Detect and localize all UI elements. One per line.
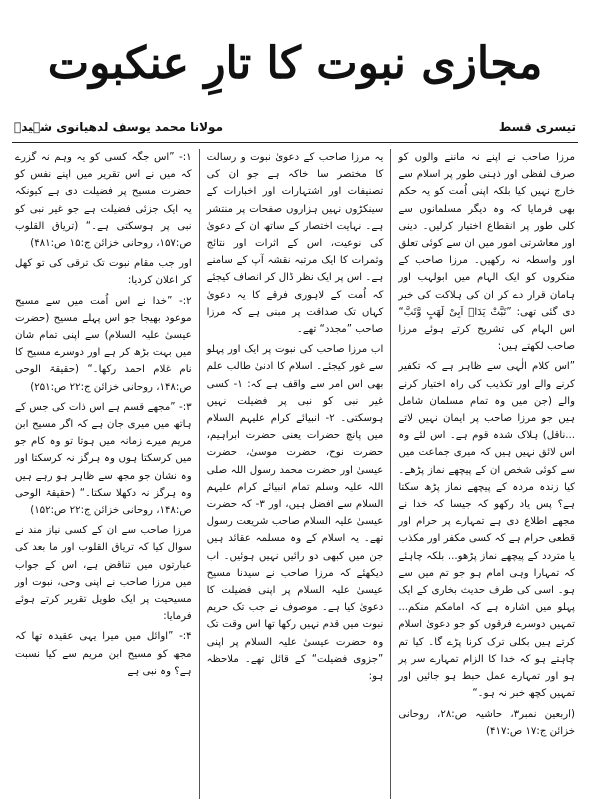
installment-label: تیسری قسط <box>498 120 576 134</box>
paragraph: یہ مرزا صاحب کے دعویٰ نبوت و رسالت کا مختصر سا خاکہ ہے جو ان کی تصنیفات اور اشتہارات اور اخبارات کے سینکڑوں نہیں ہزاروں صفحات پر منتشر ہے۔ نہایت اختصار کے ساتھ ان کے دعویٰ کی نوعیت، اس کے اثرات اور نتائج وثمرات کا ایک مرتبہ نقشہ آپ کے سامنے ہے۔ اس پر ایک نظر ڈال کر انصاف کیجئے کہ اُمت کے لاہوری فرقے کا یہ دعویٰ کہاں تک صداقت پر مبنی ہے کہ مرزا صاحب ”مجدد“ تھے۔ <box>206 152 384 336</box>
paragraph: ۴:- ”اوائل میں میرا یہی عقیدہ تھا کہ مجھ کو مسیح ابن مریم سے کیا نسبت ہے؟ وہ نبی ہے <box>14 631 192 677</box>
article-columns <box>8 149 582 799</box>
header-divider <box>12 142 578 143</box>
paragraph: اور جب مقام نبوت تک ترقی کی تو کھل کر اعلان کردیا: <box>14 258 192 287</box>
column-1 <box>391 149 582 799</box>
paragraph: ”اس کلام الٰہی سے ظاہر ہے کہ تکفیر کرنے والے اور تکذیب کی راہ اختیار کرنے والے (جن میں وہ تمام مسلمان شامل ہیں جو مرزا صاحب پر ایمان نہیں لاتے ...ناقل) ہلاک شدہ قوم ہے۔ اس لئے وہ اس لائق نہیں ہیں کہ میری جماعت میں سے کوئی شخص ان کے پیچھے نماز پڑھے۔ کیا زندہ مردہ کے پیچھے نماز پڑھ سکتا ہے؟ پس یاد رکھو کہ جیسا کہ خدا نے مجھے اطلاع دی ہے تمہارے پر حرام اور قطعی حرام ہے کہ کسی مکفر اور مکذب یا متردد کے پیچھے نماز پڑھو... بلکہ چاہئے کہ تمہارا وہی امام ہو جو تم میں سے ہو۔ اسی کی طرف حدیث بخاری کے ایک پہلو میں اشارہ ہے کہ امامکم منکم... تمہیں دوسرے فرقوں کو جو دعویٰ اسلام کرتے ہیں بکلی ترک کرنا پڑے گا۔ کیا تم چاہتے ہو کہ خدا کا الزام تمہارے سر پر ہو اور تمہارے عمل حبط ہو جائیں اور تمہیں کچھ خبر نہ ہو۔“ <box>398 361 575 700</box>
paragraph: مرزا صاحب نے اپنے نہ ماننے والوں کو صرف لفظی اور ذہنی طور پر اسلام سے خارج نہیں کیا بلکہ اپنی اُمت کو یہ حکم بھی فرمایا کہ وہ دیگر مسلمانوں سے کلی طور پر انقطاع اختیار کرلیں۔ دینی اور معاشرتی امور میں ان سے کوئی تعلق اور واسطہ نہ رکھیں۔ مرزا صاحب کے منکروں کو ایک الہام میں ابولہب اور ہامان قرار دے کر ان کی ہلاکت کی خبر دی گئی تھی: ”تَبَّتْ یَدَاۤ اَبِیْ لَھَبٍ وَّتَبَّ“ اس الہام کی تشریح کرتے ہوئے مرزا صاحب لکھتے ہیں: <box>398 152 575 353</box>
author-name: مولانا محمد یوسف لدھیانوی شہیدؒ <box>14 120 224 134</box>
citation: (اربعین نمبر۳، حاشیہ ص:۲۸، روحانی خزائن ج:۱۷ ص:۴۱۷) <box>398 708 575 737</box>
paragraph: ۳:- ”مجھے قسم ہے اس ذات کی جس کے ہاتھ میں میری جان ہے کہ اگر مسیح ابن مریم میرے زمانہ میں ہوتا تو وہ کام جو میں کرسکتا ہوں وہ ہرگز نہ کرسکتا اور وہ نشان جو مجھ سے ظاہر ہو رہے ہیں وہ ہرگز نہ دکھلا سکتا۔“ (حقیقۃ الوحی ص:۱۴۸، روحانی خزائن ج:۲۲ ص:۱۵۲) <box>14 401 192 517</box>
paragraph: ۱:- ”اس جگہ کسی کو یہ وہم نہ گزرے کہ میں نے اس تقریر میں اپنے نفس کو حضرت مسیح پر فضیلت دی ہے کیونکہ یہ ایک جزئی فضیلت ہے جو غیر نبی کو نبی پر ہوسکتی ہے۔“ (تریاق القلوب ص:۱۵۷، روحانی خزائن ج:۱۵ ص:۴۸۱) <box>14 152 192 250</box>
byline-row <box>8 114 582 140</box>
column-2 <box>200 149 392 799</box>
article-title: مجازی نبوت کا تارِ عنکبوت <box>47 38 543 89</box>
paragraph: ۲:- ”خدا نے اس اُمت میں سے مسیح موعود بھیجا جو اس پہلے مسیح (حضرت عیسیٰ علیہ السلام) سے اپنی تمام شان میں بہت بڑھ کر ہے اور دوسرے مسیح کا نام غلام احمد رکھا۔“ (حقیقۃ الوحی ص:۱۴۸، روحانی خزائن ج:۲۲ ص:۲۵۱) <box>14 295 192 393</box>
column-3 <box>8 149 200 799</box>
paragraph: اب مرزا صاحب کی نبوت پر ایک اور پہلو سے غور کیجئے۔ اسلام کا ادنیٰ طالب علم بھی اس امر سے واقف ہے کہ: ۱- کسی غیر نبی کو نبی پر فضیلت نہیں ہوسکتی۔ ۲- انبیائے کرام علیہم السلام میں پانچ حضرات یعنی حضرت ابراہیم، حضرت نوح، حضرت موسیٰ، حضرت عیسیٰ اور حضرت محمد رسول اللہ صلی اللہ علیہ وسلم تمام انبیائے کرام علیہم السلام سے افضل ہیں، اور ۳- کہ حضرت عیسیٰ علیہ السلام صاحب شریعت رسول تھے۔ یہ اسلام کے وہ مسلمہ عقائد ہیں جن میں کبھی دو رائیں نہیں ہوئیں۔ اب دیکھئے کہ مرزا صاحب نے سیدنا مسیح عیسیٰ علیہ السلام پر اپنی فضیلت کا دعویٰ کیا ہے۔ موصوف نے جب تک حریم نبوت میں قدم نہیں رکھا تھا اس وقت تک وہ حضرت عیسیٰ علیہ السلام پر اپنی ”جزوی فضیلت“ کے قائل تھے۔ ملاحظہ ہو: <box>206 344 384 683</box>
paragraph: مرزا صاحب سے ان کے کسی نیاز مند نے سوال کیا کہ تریاق القلوب اور ما بعد کی عبارتوں میں تناقض ہے، اس کے جواب میں مرزا صاحب نے اپنی وحی، نبوت اور مسیحیت پر ایک طویل تقریر کرتے ہوئے فرمایا: <box>14 525 192 623</box>
